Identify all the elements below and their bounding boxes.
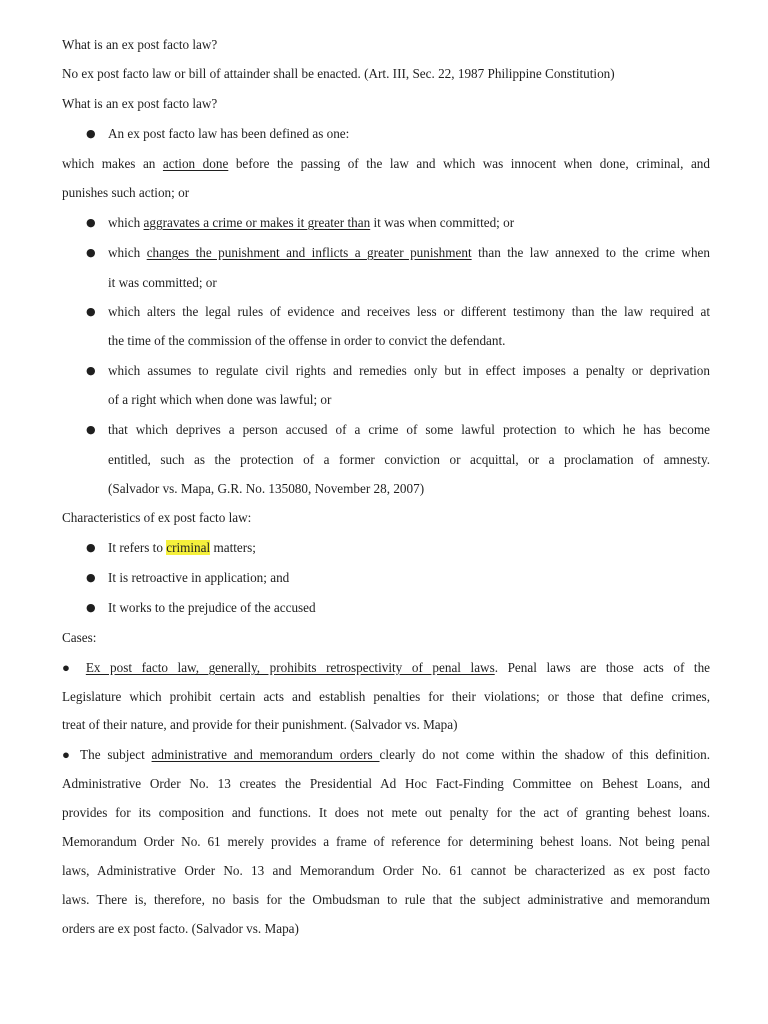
characteristics-heading: Characteristics of ex post facto law: — [62, 510, 252, 525]
characteristic-1: It refers to criminal matters; — [108, 540, 256, 555]
case-2-line-5: laws, Administrative Order No. 13 and Memorandum Order No. 61 cannot be characterized as ex post facto — [62, 863, 710, 878]
definition-1-line-2: punishes such action; or — [62, 185, 190, 200]
definition-1-line-1: which makes an action done before the passing of the law and which was innocent when done, criminal, and — [62, 156, 710, 171]
bullet-icon: ● — [86, 127, 96, 140]
definition-3-line-1: which changes the punishment and inflicts a greater punishment than the law annexed to the crime when — [108, 245, 710, 260]
case-1-line-3: treat of their nature, and provide for their punishment. (Salvador vs. Mapa) — [62, 717, 458, 732]
heading-what-is-2: What is an ex post facto law? — [62, 96, 218, 111]
definition-2: which aggravates a crime or makes it greater than it was when committed; or — [108, 215, 515, 230]
case-1-line-1: ● Ex post facto law, generally, prohibits retrospectivity of penal laws. Penal laws are those acts of the — [62, 660, 711, 675]
definition-6-line-3: (Salvador vs. Mapa, G.R. No. 135080, November 28, 2007) — [108, 481, 425, 496]
characteristic-2: It is retroactive in application; and — [108, 570, 290, 585]
bullet-icon: ● — [86, 601, 96, 614]
definition-intro: An ex post facto law has been defined as one: — [108, 126, 350, 141]
highlighted-term: criminal — [166, 540, 211, 555]
characteristic-3: It works to the prejudice of the accused — [108, 600, 316, 615]
bullet-icon: ● — [86, 423, 96, 436]
definition-6-line-1: that which deprives a person accused of a crime of some lawful protection to which he has become — [108, 422, 710, 437]
definition-4-line-2: the time of the commission of the offense in order to convict the defendant. — [108, 333, 506, 348]
case-2-line-6: laws. There is, therefore, no basis for the Ombudsman to rule that the subject administrative and memorandum — [62, 892, 710, 907]
case-2-line-1: ● The subject administrative and memorandum orders clearly do not come within the shadow of this definition. — [62, 747, 711, 762]
constitution-citation: No ex post facto law or bill of attainder shall be enacted. (Art. III, Sec. 22, 1987 Philippine Constitution) — [62, 66, 615, 81]
case-2-line-3: provides for its composition and functions. It does not mete out penalty for the act of granting behest loans. — [62, 805, 710, 820]
definition-5-line-1: which assumes to regulate civil rights and remedies only but in effect imposes a penalty or deprivation — [108, 363, 710, 378]
definition-6-line-2: entitled, such as the protection of a former conviction or acquittal, or a proclamation of amnesty. — [108, 452, 710, 467]
bullet-icon: ● — [86, 541, 96, 554]
case-2-line-7: orders are ex post facto. (Salvador vs. Mapa) — [62, 921, 299, 936]
cases-heading: Cases: — [62, 630, 97, 645]
definition-5-line-2: of a right which when done was lawful; or — [108, 392, 332, 407]
bullet-icon: ● — [86, 246, 96, 259]
case-2-line-4: Memorandum Order No. 61 merely provides a frame of reference for determining behest loans. Not being penal — [62, 834, 710, 849]
case-1-line-2: Legislature which prohibit certain acts and establish penalties for their violations; or those that define crimes, — [62, 689, 710, 704]
bullet-icon: ● — [86, 364, 96, 377]
definition-4-line-1: which alters the legal rules of evidence and receives less or different testimony than the law required at — [108, 304, 710, 319]
bullet-icon: ● — [62, 747, 74, 762]
bullet-icon: ● — [62, 660, 77, 675]
bullet-icon: ● — [86, 305, 96, 318]
bullet-icon: ● — [86, 216, 96, 229]
case-2-line-2: Administrative Order No. 13 creates the Presidential Ad Hoc Fact-Finding Committee on Behest Loans, and — [62, 776, 710, 791]
heading-what-is-1: What is an ex post facto law? — [62, 37, 218, 52]
definition-3-line-2: it was committed; or — [108, 275, 217, 290]
bullet-icon: ● — [86, 571, 96, 584]
